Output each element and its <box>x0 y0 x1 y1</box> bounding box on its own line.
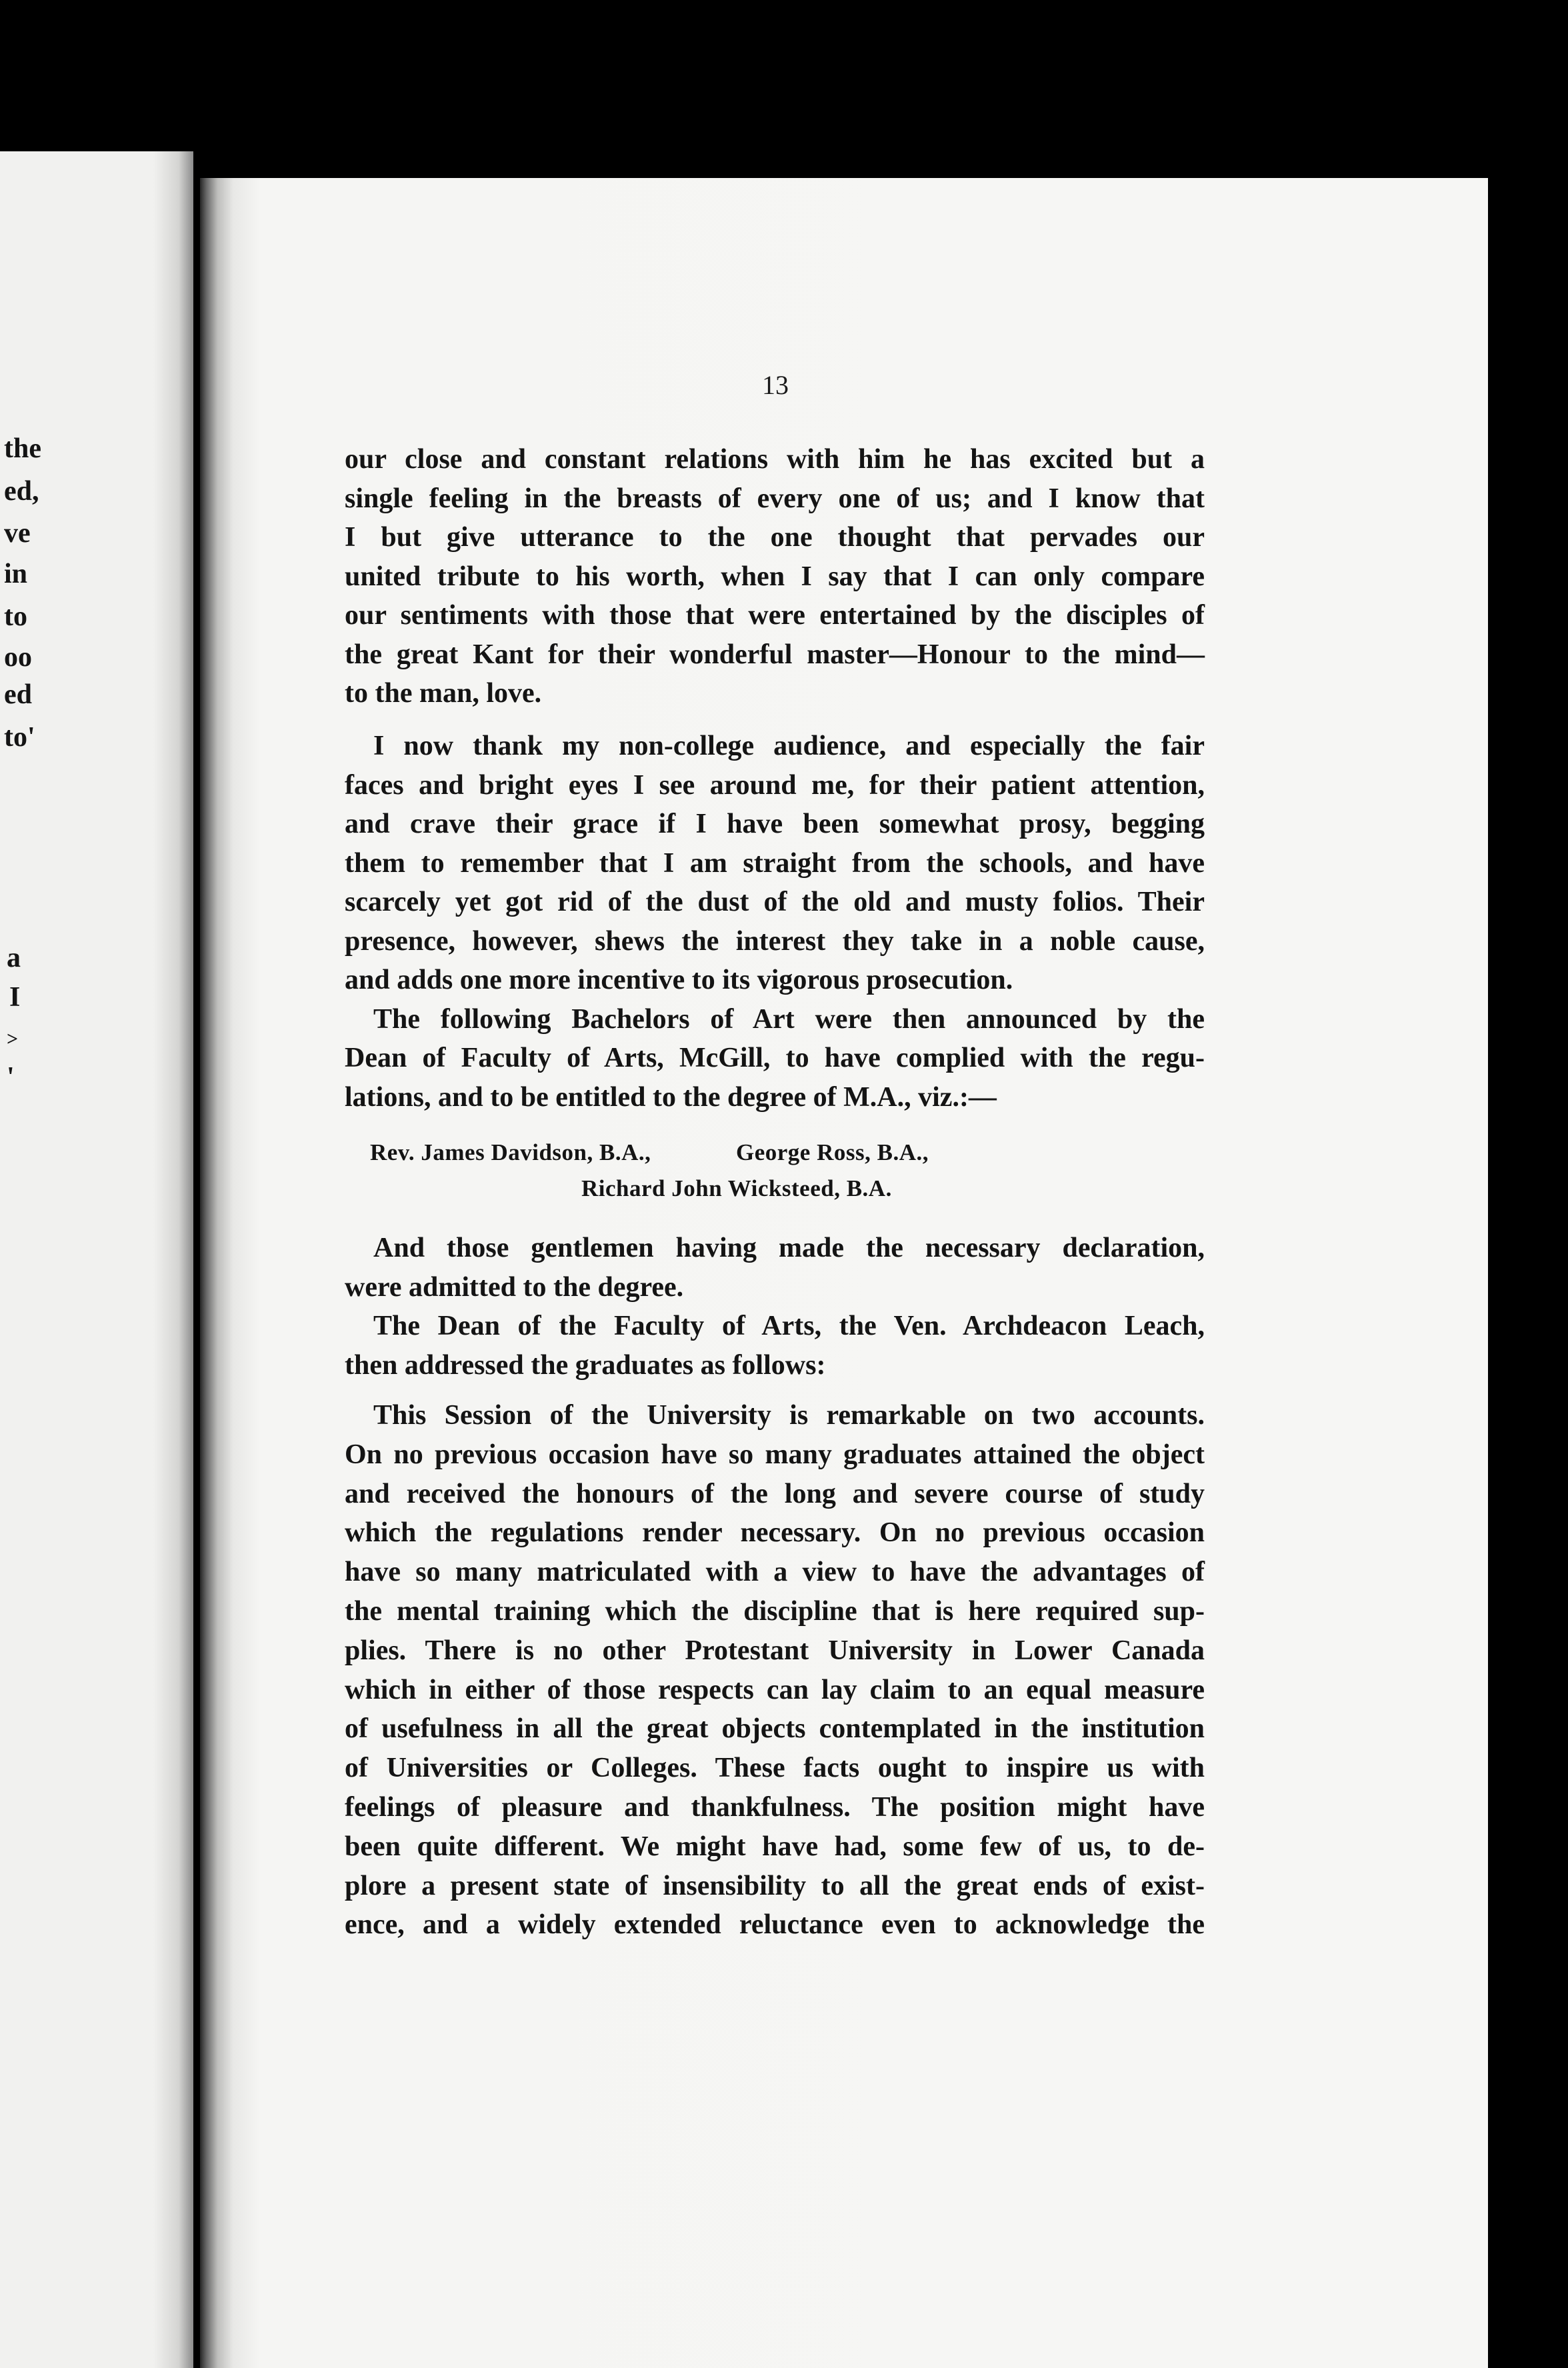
text-line: feelings of pleasure and thankfulness. The position might have <box>345 1791 1205 1823</box>
text-line: been quite different. We might have had, some few of us, to de- <box>345 1831 1205 1862</box>
text-line: of Universities or Colleges. These facts ought to inspire us with <box>345 1753 1205 1784</box>
graduate-name: Rev. James Davidson, B.A., <box>370 1139 651 1165</box>
text-line: to the man, love. <box>345 678 542 709</box>
previous-page-text-fragment: > <box>7 1028 19 1050</box>
text-line: the great Kant for their wonderful master—Honour to the mind— <box>345 639 1205 670</box>
previous-page-text-fragment: oo <box>4 642 32 673</box>
text-line: faces and bright eyes I see around me, for their patient attention, <box>345 769 1205 801</box>
paragraph <box>345 1229 1205 1385</box>
text-line: were admitted to the degree. <box>345 1271 684 1303</box>
paragraph <box>345 440 1205 713</box>
previous-page-edge <box>0 151 193 2368</box>
text-line: of usefulness in all the great objects contemplated in the institution <box>345 1713 1205 1745</box>
graduate-name: Richard John Wicksteed, B.A. <box>581 1175 892 1201</box>
text-line: which the regulations render necessary. On no previous occasion <box>345 1517 1205 1549</box>
previous-page-text-fragment: ed, <box>4 476 39 507</box>
previous-page-text-fragment: to <box>4 601 27 632</box>
text-line: presence, however, shews the interest they take in a noble cause, <box>345 925 1205 957</box>
book-page <box>200 178 1488 2368</box>
text-line: I now thank my non-college audience, and especially the fair <box>373 731 1205 761</box>
previous-page-text-fragment: ' <box>7 1062 15 1093</box>
text-line: our sentiments with those that were entertained by the disciples of <box>345 600 1205 631</box>
paragraph <box>345 1396 1205 1945</box>
previous-page-text-fragment: ve <box>4 518 31 549</box>
text-line: which in either of those respects can lay claim to an equal measure <box>345 1674 1205 1705</box>
text-line: have so many matriculated with a view to have the advantages of <box>345 1557 1205 1588</box>
graduate-name: George Ross, B.A., <box>736 1139 929 1165</box>
text-line: And those gentlemen having made the necessary declaration, <box>373 1233 1205 1263</box>
text-line: united tribute to his worth, when I say that I can only compare <box>345 561 1205 592</box>
text-line: and crave their grace if I have been somewhat prosy, begging <box>345 809 1205 839</box>
text-line: then addressed the graduates as follows: <box>345 1349 826 1381</box>
previous-page-text-fragment: in <box>4 559 28 589</box>
previous-page-text-fragment: to' <box>4 722 35 753</box>
text-line: and adds one more incentive to its vigorous prosecution. <box>345 965 1013 995</box>
text-line: ence, and a widely extended reluctance even to acknowledge the <box>345 1909 1205 1941</box>
text-line: plore a present state of insensibility to all the great ends of exist- <box>345 1870 1205 1901</box>
text-line: and received the honours of the long and severe course of study <box>345 1478 1205 1509</box>
text-line: the mental training which the discipline that is here required sup- <box>345 1595 1205 1627</box>
previous-page-text-fragment: ed <box>4 679 32 710</box>
text-line: lations, and to be entitled to the degree of M.A., viz.:— <box>345 1081 997 1113</box>
text-line: I but give utterance to the one thought that pervades our <box>345 522 1205 553</box>
text-line: On no previous occasion have so many graduates attained the object <box>345 1439 1205 1470</box>
text-line: The following Bachelors of Art were then announced by the <box>373 1003 1205 1035</box>
text-line: scarcely yet got rid of the dust of the old and musty folios. Their <box>345 887 1205 917</box>
text-line: single feeling in the breasts of every one of us; and I know that <box>345 483 1205 514</box>
text-line: our close and constant relations with him he has excited but a <box>345 444 1205 475</box>
previous-page-text-fragment: the <box>4 433 41 464</box>
previous-page-text-fragment: I <box>9 982 21 1013</box>
text-line: them to remember that I am straight from the schools, and have <box>345 847 1205 879</box>
text-line: This Session of the University is remarkable on two accounts. <box>373 1400 1205 1431</box>
text-line: Dean of Faculty of Arts, McGill, to have complied with the regu- <box>345 1043 1205 1073</box>
text-line: plies. There is no other Protestant University in Lower Canada <box>345 1635 1205 1666</box>
page-number: 13 <box>762 370 789 400</box>
paragraph <box>345 727 1205 1117</box>
text-line: The Dean of the Faculty of Arts, the Ven. Archdeacon Leach, <box>373 1311 1205 1341</box>
previous-page-text-fragment: a <box>7 943 21 973</box>
